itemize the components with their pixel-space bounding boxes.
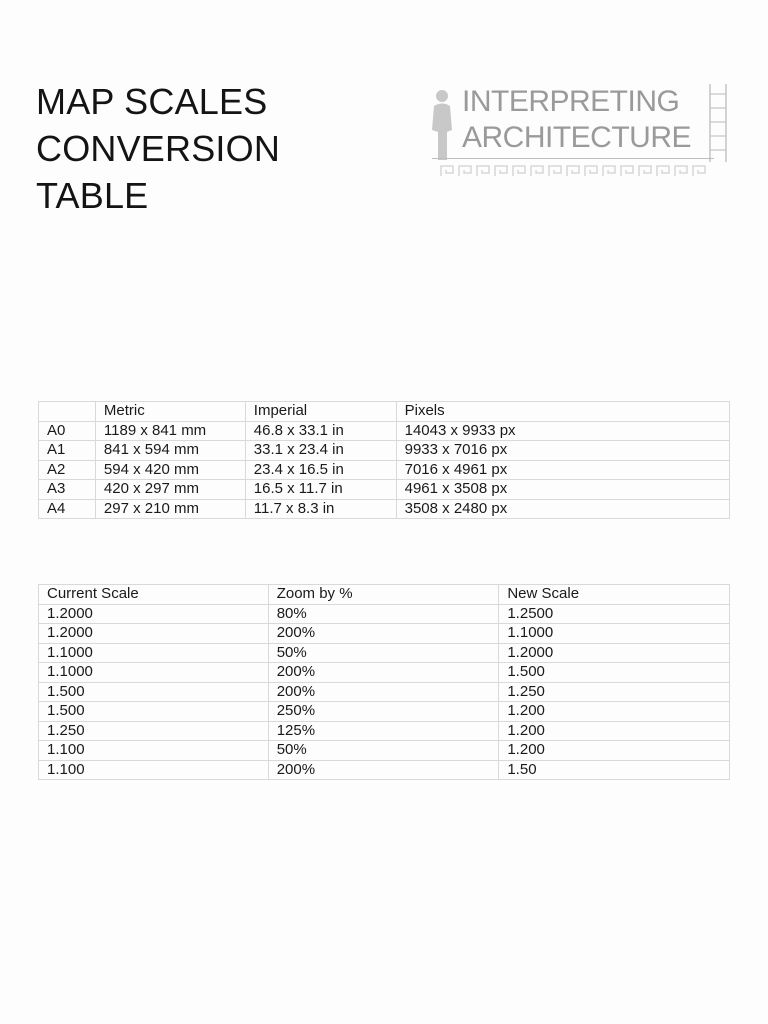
table-cell: 200% — [268, 663, 499, 683]
human-silhouette-icon — [428, 84, 458, 160]
column-header: Current Scale — [39, 585, 269, 605]
table-row — [39, 460, 730, 480]
ladder-icon — [706, 84, 730, 162]
table-cell: 46.8 x 33.1 in — [245, 421, 396, 441]
table-cell: 1.250 — [39, 721, 269, 741]
table-cell: 4961 x 3508 px — [396, 480, 729, 500]
table-row — [39, 741, 730, 761]
scale-zoom-table — [38, 584, 730, 780]
table-cell: 125% — [268, 721, 499, 741]
table-row — [39, 721, 730, 741]
table-cell: 11.7 x 8.3 in — [245, 499, 396, 519]
column-header: Imperial — [245, 402, 396, 422]
title-line: MAP SCALES — [36, 81, 268, 122]
logo-line-1: INTERPRETING — [462, 85, 680, 118]
column-header: New Scale — [499, 585, 730, 605]
table-cell: 1189 x 841 mm — [95, 421, 245, 441]
table-header-row — [39, 402, 730, 422]
table-cell: 1.250 — [499, 682, 730, 702]
table-cell: 1.500 — [499, 663, 730, 683]
paper-sizes-table — [38, 401, 730, 519]
table-cell: 80% — [268, 604, 499, 624]
table-cell: 1.1000 — [39, 643, 269, 663]
logo-underline — [432, 158, 714, 159]
table-cell: 200% — [268, 624, 499, 644]
table-cell: 50% — [268, 643, 499, 663]
table-cell: 841 x 594 mm — [95, 441, 245, 461]
table-cell: 14043 x 9933 px — [396, 421, 729, 441]
table-cell: 594 x 420 mm — [95, 460, 245, 480]
table-cell: 1.100 — [39, 741, 269, 761]
title-line: TABLE — [36, 175, 149, 216]
column-header: Pixels — [396, 402, 729, 422]
table-cell: 1.500 — [39, 702, 269, 722]
table-header-row — [39, 585, 730, 605]
title-line: CONVERSION — [36, 128, 281, 169]
table-cell: 250% — [268, 702, 499, 722]
greek-key-pattern-icon — [440, 164, 710, 178]
table-row — [39, 663, 730, 683]
table-cell: 1.2500 — [499, 604, 730, 624]
table-cell: 1.50 — [499, 760, 730, 780]
table-cell: 7016 x 4961 px — [396, 460, 729, 480]
paper-size-cell: A0 — [39, 421, 96, 441]
table-cell: 1.200 — [499, 721, 730, 741]
table-row — [39, 682, 730, 702]
table-cell: 33.1 x 23.4 in — [245, 441, 396, 461]
table-cell: 1.500 — [39, 682, 269, 702]
table-cell: 23.4 x 16.5 in — [245, 460, 396, 480]
table-row — [39, 421, 730, 441]
table-cell: 9933 x 7016 px — [396, 441, 729, 461]
table-row — [39, 499, 730, 519]
table-cell: 1.2000 — [39, 604, 269, 624]
interpreting-architecture-logo — [428, 84, 734, 184]
table-cell: 1.200 — [499, 741, 730, 761]
paper-size-cell: A4 — [39, 499, 96, 519]
logo-line-2: ARCHITECTURE — [462, 121, 692, 154]
table-cell: 3508 x 2480 px — [396, 499, 729, 519]
table-cell: 1.2000 — [39, 624, 269, 644]
table-cell: 16.5 x 11.7 in — [245, 480, 396, 500]
table-cell: 1.1000 — [499, 624, 730, 644]
table-row — [39, 624, 730, 644]
paper-size-cell: A2 — [39, 460, 96, 480]
table-cell: 420 x 297 mm — [95, 480, 245, 500]
table-row — [39, 604, 730, 624]
table-row — [39, 702, 730, 722]
column-header — [39, 402, 96, 422]
logo-wordmark — [462, 84, 691, 156]
table-cell: 1.1000 — [39, 663, 269, 683]
table-cell: 1.200 — [499, 702, 730, 722]
page-title — [36, 78, 280, 219]
paper-size-cell: A1 — [39, 441, 96, 461]
table-row — [39, 441, 730, 461]
table-cell: 50% — [268, 741, 499, 761]
table-row — [39, 760, 730, 780]
table-row — [39, 643, 730, 663]
table-cell: 1.2000 — [499, 643, 730, 663]
table-row — [39, 480, 730, 500]
table-cell: 1.100 — [39, 760, 269, 780]
table-cell: 297 x 210 mm — [95, 499, 245, 519]
table-cell: 200% — [268, 760, 499, 780]
column-header: Zoom by % — [268, 585, 499, 605]
column-header: Metric — [95, 402, 245, 422]
table-cell: 200% — [268, 682, 499, 702]
paper-size-cell: A3 — [39, 480, 96, 500]
